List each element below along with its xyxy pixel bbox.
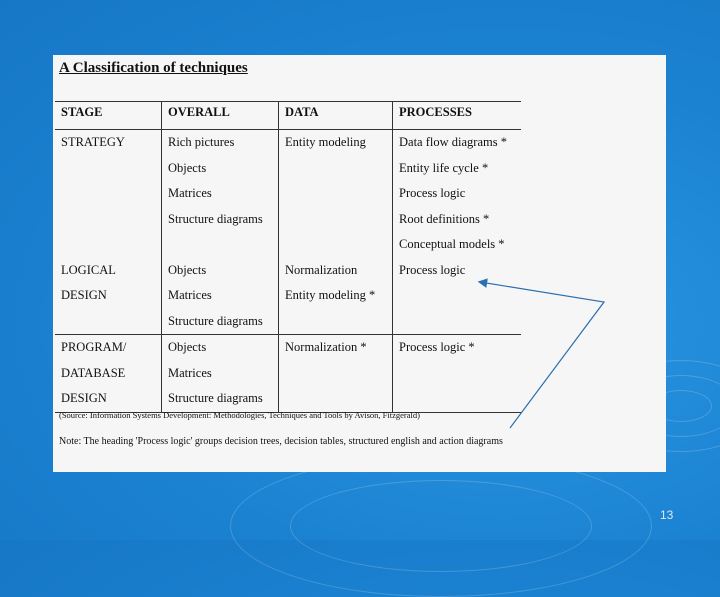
page-number: 13 <box>660 508 674 522</box>
list-item: Entity life cycle * <box>399 160 489 175</box>
stage-label: DESIGN <box>61 288 107 302</box>
stage-label: STRATEGY <box>61 135 125 149</box>
list-item: Normalization <box>285 262 358 277</box>
note-text: Note: The heading 'Process logic' groups decision trees, decision tables, structured english and action diagrams <box>59 436 503 447</box>
stage-label: LOGICAL <box>61 262 116 277</box>
list-item: Objects <box>168 262 207 277</box>
list-item: Matrices <box>168 365 212 380</box>
list-item: Conceptual models * <box>399 237 505 251</box>
header-processes: PROCESSES <box>393 102 522 130</box>
header-stage: STAGE <box>55 102 162 130</box>
list-item: Structure diagrams <box>168 313 263 328</box>
list-item: Objects <box>168 340 207 354</box>
stage-label: DESIGN <box>61 391 107 405</box>
list-item: Rich pictures <box>168 135 235 149</box>
list-item: Matrices <box>168 288 212 302</box>
header-data: DATA <box>279 102 393 130</box>
list-item: Objects <box>168 160 207 175</box>
slide-title: A Classification of techniques <box>59 60 248 76</box>
list-item: Normalization * <box>285 340 367 354</box>
list-item: Process logic * <box>399 340 475 354</box>
list-item: Process logic <box>399 186 466 200</box>
list-item: Structure diagrams <box>168 391 263 405</box>
header-overall: OVERALL <box>162 102 279 130</box>
list-item: Data flow diagrams * <box>399 135 507 149</box>
stage-label: PROGRAM/ <box>61 340 127 354</box>
list-item: Process logic <box>399 262 466 277</box>
stage-label: DATABASE <box>61 365 126 380</box>
arrow-line <box>480 282 604 428</box>
list-item: Entity modeling * <box>285 288 376 302</box>
list-item: Root definitions * <box>399 211 490 226</box>
source-citation: (Source: Information Systems Development: Methodologies, Techniques and Tools by Avison, Fitzgerald) <box>59 410 420 420</box>
list-item: Structure diagrams <box>168 211 263 226</box>
list-item: Entity modeling <box>285 135 366 149</box>
list-item: Matrices <box>168 186 212 200</box>
